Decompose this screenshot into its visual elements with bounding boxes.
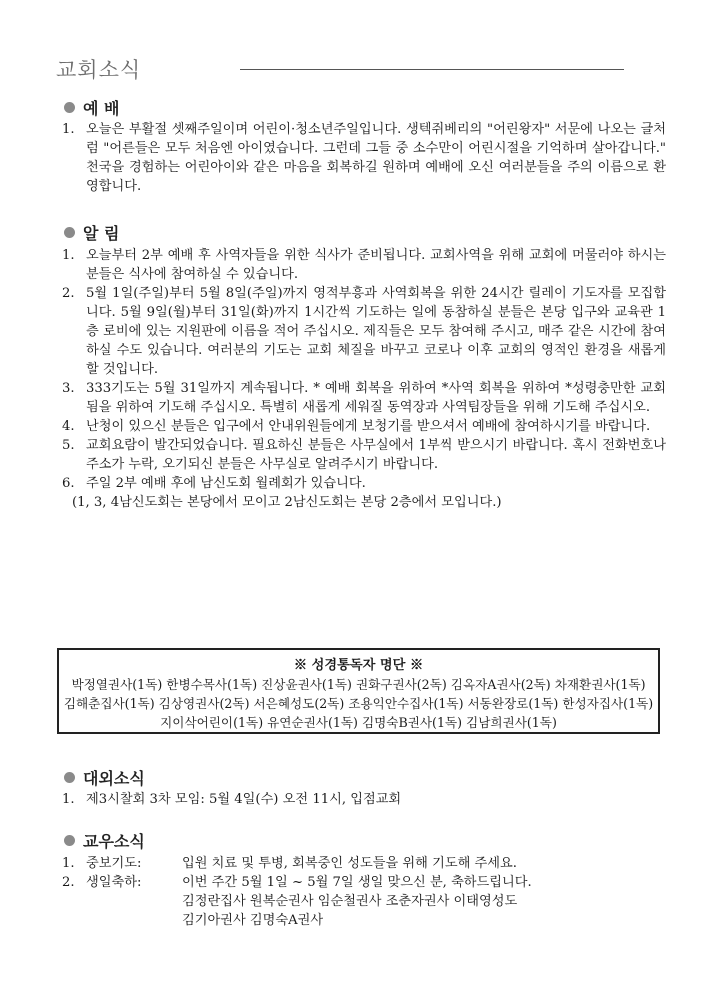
readers-line: 지이삭어린이(1독) 유연순권사(1독) 김명숙B권사(1독) 김남희권사(1독) bbox=[160, 715, 557, 730]
list-item bbox=[62, 854, 666, 873]
item-text: 5월 1일(주일)부터 5월 8일(주일)까지 영적부흥과 사역회복을 위한 24시간 릴레이 기도자를 모집합니다. 5월 9일(월)부터 31일(화)까지 1시간씩 기도하는 일에 동참하실 분들은 본당 입구와 교육관 1층 로비에 있는 지원판에 이름을 적어 주십시오. 제직들은 모두 참여해 주시고, 매주 같은 시간에 참여하실 수도 있습니다. 여러분의 기도는 교회 체질을 바꾸고 코로나 이후 교회의 영적인 환경을 새롭게 할 것입니다. bbox=[86, 286, 666, 377]
item-label: 생일축하: bbox=[86, 875, 142, 890]
bullet-icon bbox=[64, 835, 75, 846]
bullet-icon bbox=[64, 102, 75, 113]
section-heading-worship bbox=[64, 96, 119, 119]
item-number: 3. bbox=[62, 381, 75, 396]
readers-line: 박정열권사(1독) 한병수목사(1독) 진상윤권사(1독) 권화구권사(2독) 김옥자A권사(2독) 차재환권사(1독) bbox=[71, 677, 646, 692]
list-item bbox=[62, 474, 666, 493]
item-number: 1. bbox=[62, 248, 75, 263]
worship-list bbox=[62, 120, 666, 196]
item-number: 6. bbox=[62, 476, 75, 491]
birthday-names bbox=[62, 911, 666, 930]
item-number: 1. bbox=[62, 122, 75, 137]
list-item bbox=[62, 246, 666, 284]
bullet-icon bbox=[64, 227, 75, 238]
item-text: 오늘부터 2부 예배 후 사역자들을 위한 식사가 준비됩니다. 교회사역을 위해 교회에 머물러야 하시는 분들은 식사에 참여하실 수 있습니다. bbox=[86, 248, 666, 282]
bullet-icon bbox=[64, 772, 75, 783]
readers-title: ※ 성경통독자 명단 ※ bbox=[293, 658, 424, 673]
names-line: 김기아권사 김명숙A권사 bbox=[182, 913, 324, 928]
heading-label: 알 림 bbox=[83, 224, 120, 243]
section-heading-notice bbox=[64, 221, 119, 244]
item-number: 1. bbox=[62, 856, 75, 871]
readers-line: 김해춘집사(1독) 김상영권사(2독) 서은혜성도(2독) 조용익안수집사(1독) 서동완장로(1독) 한성자집사(1독) bbox=[63, 696, 654, 711]
title-divider bbox=[240, 69, 624, 70]
item-text: 입원 치료 및 투병, 회복중인 성도들을 위해 기도해 주세요. bbox=[182, 856, 517, 871]
members-list bbox=[62, 854, 666, 930]
birthday-names bbox=[62, 892, 666, 911]
item-number: 1. bbox=[62, 792, 75, 807]
item-number: 2. bbox=[62, 875, 75, 890]
list-item bbox=[62, 417, 666, 436]
page-title: 교회소식 bbox=[56, 58, 142, 82]
item-number: 2. bbox=[62, 286, 75, 301]
item-label: 중보기도: bbox=[86, 856, 142, 871]
list-item bbox=[62, 790, 666, 809]
heading-label: 예 배 bbox=[83, 99, 120, 118]
list-item bbox=[62, 379, 666, 417]
item-text: 이번 주간 5월 1일 ~ 5월 7일 생일 맞으신 분, 축하드립니다. bbox=[182, 875, 532, 890]
list-item bbox=[62, 120, 666, 196]
item-text: 주일 2부 예배 후에 남신도회 월례회가 있습니다. bbox=[86, 476, 366, 491]
item-number: 5. bbox=[62, 438, 75, 453]
item-text: 제3시찰회 3차 모임: 5월 4일(수) 오전 11시, 입점교회 bbox=[86, 792, 402, 807]
item-number: 4. bbox=[62, 419, 75, 434]
notice-list bbox=[62, 246, 666, 512]
section-heading-members bbox=[64, 829, 145, 852]
list-item bbox=[62, 284, 666, 379]
heading-label: 대외소식 bbox=[83, 769, 145, 788]
list-item bbox=[62, 873, 666, 892]
list-item bbox=[62, 436, 666, 474]
heading-label: 교우소식 bbox=[83, 832, 145, 851]
names-line: 김정란집사 원복순권사 임순철권사 조춘자권사 이태영성도 bbox=[182, 894, 518, 909]
item-text: 난청이 있으신 분들은 입구에서 안내위원들에게 보청기를 받으셔서 예배에 참여하시기를 바랍니다. bbox=[86, 419, 651, 434]
notice-note: (1, 3, 4남신도회는 본당에서 모이고 2남신도회는 본당 2층에서 모입니다.) bbox=[72, 495, 502, 510]
external-list bbox=[62, 790, 666, 809]
bible-readers-box bbox=[57, 648, 660, 734]
section-heading-external bbox=[64, 766, 145, 789]
item-text: 교회요람이 발간되었습니다. 필요하신 분들은 사무실에서 1부씩 받으시기 바랍니다. 혹시 전화번호나 주소가 누락, 오기되신 분들은 사무실로 알려주시기 바랍니다. bbox=[86, 438, 666, 472]
item-text: 오늘은 부활절 셋째주일이며 어린이·청소년주일입니다. 생텍쥐베리의 "어린왕자" 서문에 나오는 글처럼 "어른들은 모두 처음엔 아이였습니다. 그런데 그들 중 소수만이 어린시절을 기억하며 살아갑니다." 천국을 경험하는 어린아이와 같은 마음을 회복하길 원하며 예배에 오신 여러분들을 주의 이름으로 환영합니다. bbox=[86, 122, 666, 194]
item-text: 333기도는 5월 31일까지 계속됩니다. * 예배 회복을 위하여 *사역 회복을 위하여 *성령충만한 교회됨을 위하여 기도해 주십시오. 특별히 새롭게 세워질 동역장과 사역팀장들을 위해 기도해 주십시오. bbox=[86, 381, 666, 415]
